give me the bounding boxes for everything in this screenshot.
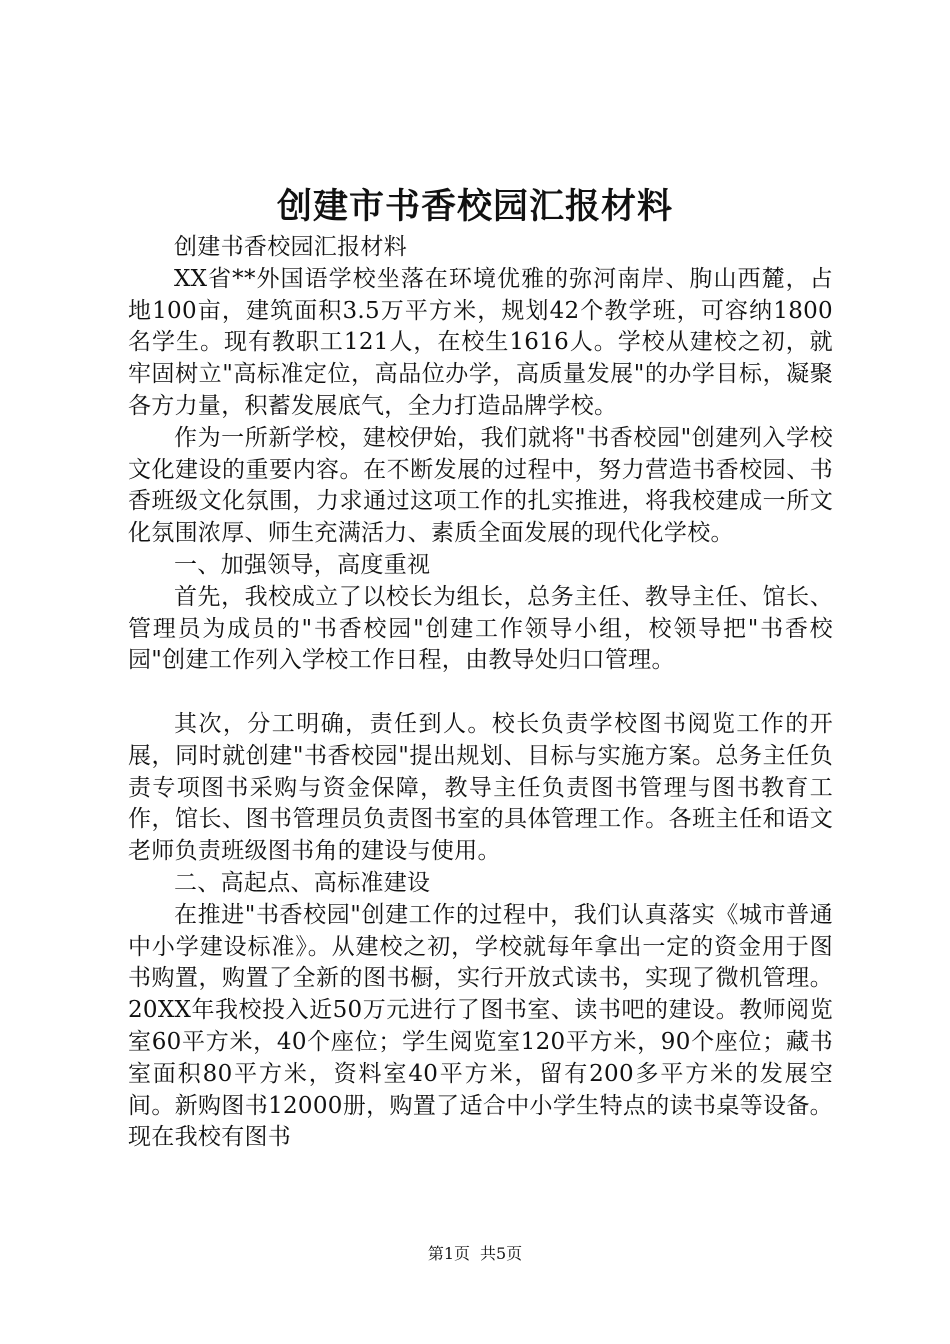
document-title: 创建市书香校园汇报材料	[276, 186, 673, 227]
page-footer	[0, 1242, 950, 1266]
section-heading-standards: 二、高起点、高标准建设	[174, 869, 431, 896]
paragraph-responsibility: 其次，分工明确，责任到人。校长负责学校图书阅览工作的开展，同时就创建"书香校园"提出规划、目标与实施方案。总务主任负责专项图书采购与资金保障，教导主任负责图书管理与图书教育工作，馆长、图书管理员负责图书室的具体管理工作。各班主任和语文老师负责班级图书角的建设与使用。	[128, 710, 833, 865]
paragraph-leadership-group: 首先，我校成立了以校长为组长，总务主任、教导主任、馆长、管理员为成员的"书香校园"创建工作领导小组，校领导把"书香校园"创建工作列入学校工作日程，由教导处归口管理。	[128, 583, 833, 674]
page-total: 共5页	[480, 1244, 523, 1263]
page-number: 第1页	[427, 1244, 470, 1263]
paragraph-intro: XX省**外国语学校坐落在环境优雅的弥河南岸、朐山西麓，占地100亩，建筑面积3.5万平方米，规划42个教学班，可容纳1800名学生。现有教职工121人，在校生1616人。学校从建校之初，就牢固树立"高标准定位，高品位办学，高质量发展"的办学目标，凝聚各方力量，积蓄发展底气，全力打造品牌学校。	[128, 265, 833, 419]
paragraph-subtitle: 创建书香校园汇报材料	[174, 234, 407, 260]
section-heading-leadership: 一、加强领导，高度重视	[174, 551, 431, 578]
document-body	[128, 232, 833, 1154]
paragraph-construction: 在推进"书香校园"创建工作的过程中，我们认真落实《城市普通中小学建设标准》。从建校之初，学校就每年拿出一定的资金用于图书购置，购置了全新的图书橱，实行开放式读书，实现了微机管理。20XX年我校投入近50万元进行了图书室、读书吧的建设。教师阅览室60平方米，40个座位；学生阅览室120平方米，90个座位；藏书室面积80平方米，资料室40平方米，留有200多平方米的发展空间。新购图书12000册，购置了适合中小学生特点的读书桌等设备。现在我校有图书	[128, 901, 833, 1151]
paragraph-culture: 作为一所新学校，建校伊始，我们就将"书香校园"创建列入学校文化建设的重要内容。在不断发展的过程中，努力营造书香校园、书香班级文化氛围，力求通过这项工作的扎实推进，将我校建成一所文化氛围浓厚、师生充满活力、素质全面发展的现代化学校。	[128, 424, 833, 547]
